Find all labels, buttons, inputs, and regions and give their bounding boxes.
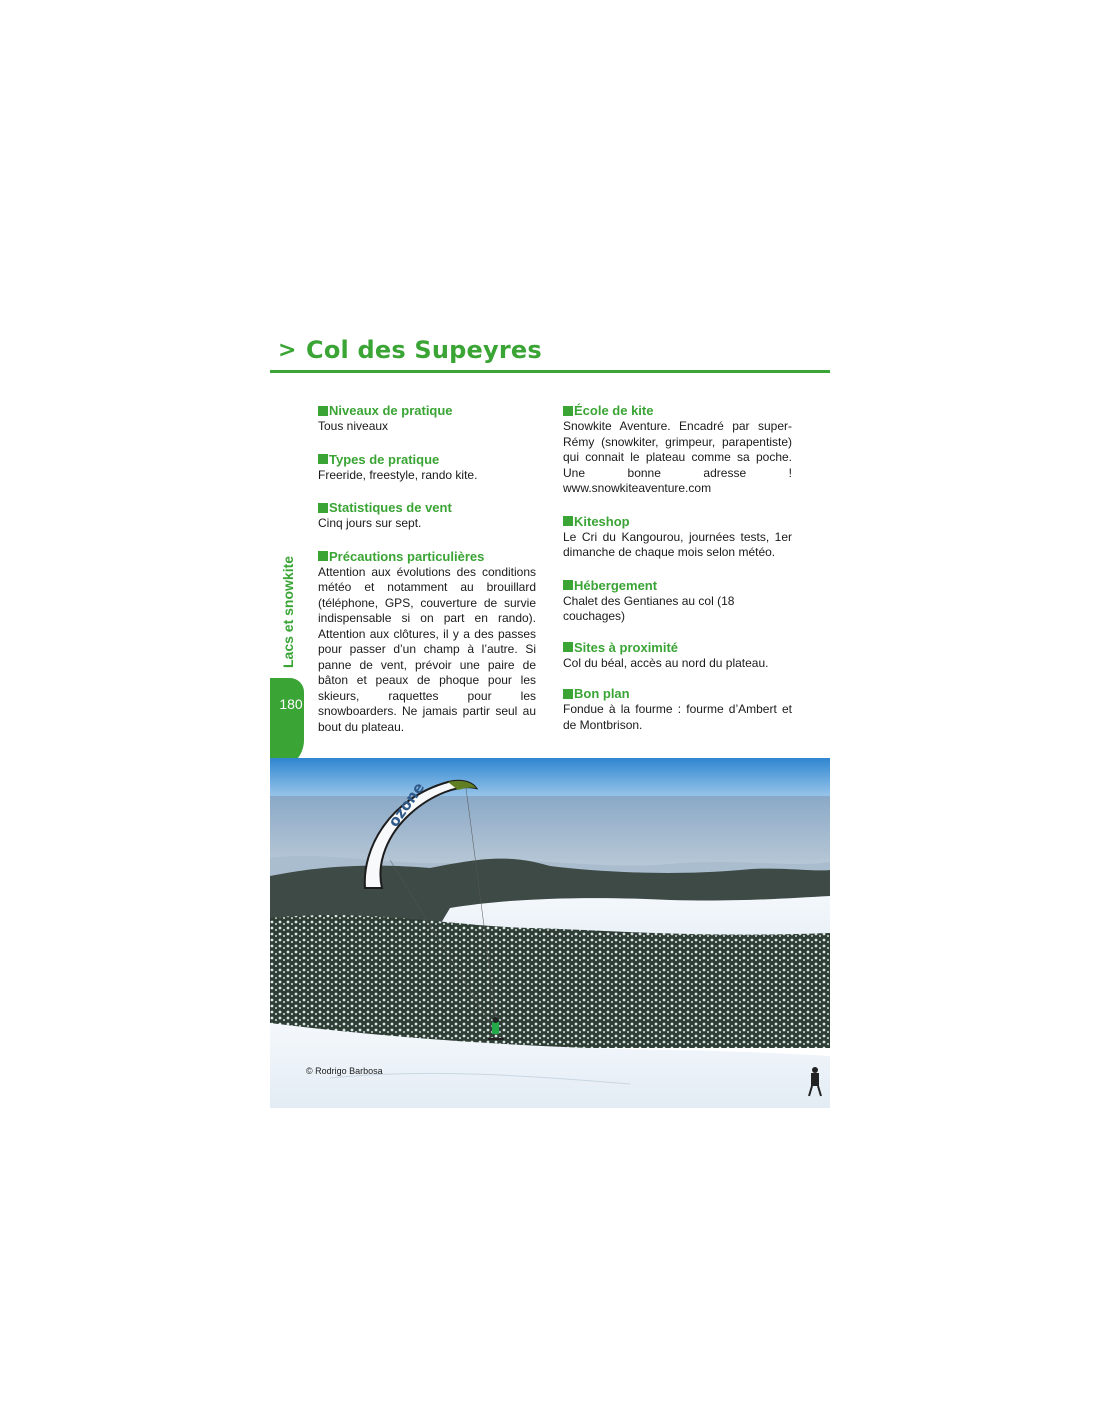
square-bullet-icon: [318, 503, 328, 513]
section-heading: École de kite: [574, 403, 654, 418]
right-column: [563, 402, 792, 749]
section-heading: Précautions particulières: [329, 548, 485, 564]
title-row: [272, 336, 832, 372]
section-body: Attention aux évolutions des conditions météo et notamment au brouillard (téléphone, GPS, couverture de survie indispensable si on part en rando). Attention aux clôtures, il y a des passes pour passer d’un champ à l’autre. Si panne de vent, prévoir une paire de bâton et peaux de phoque pour les skieurs, raquettes pour les snowboarders. Ne jamais partir seul au bout du plateau.: [318, 564, 536, 734]
landscape-image: [270, 758, 830, 1108]
section-heading: Types de pratique: [329, 451, 440, 467]
section-heading: Sites à proximité: [574, 639, 679, 655]
page-number: 180: [279, 696, 303, 712]
square-bullet-icon: [563, 516, 573, 526]
left-column: [318, 402, 536, 751]
section-heading: Bon plan: [574, 686, 630, 701]
photo-credit: © Rodrigo Barbosa: [306, 1066, 383, 1076]
section-niveaux: [318, 402, 536, 435]
section-body: Le Cri du Kangourou, journées tests, 1er dimanche de chaque mois selon météo.: [563, 529, 792, 559]
square-bullet-icon: [563, 580, 573, 590]
section-body: Freeride, freestyle, rando kite.: [318, 467, 478, 482]
section-heading: Niveaux de pratique: [329, 403, 453, 418]
section-heading: Statistiques de vent: [329, 500, 452, 515]
section-hebergement: [563, 577, 792, 625]
square-bullet-icon: [563, 642, 573, 652]
section-bon-plan: [563, 685, 792, 733]
square-bullet-icon: [318, 454, 328, 464]
title-divider: [270, 370, 830, 373]
square-bullet-icon: [563, 689, 573, 699]
snowkite-photo: [270, 758, 830, 1108]
section-body: Tous niveaux: [318, 419, 389, 433]
page-title: Col des Supeyres: [306, 336, 542, 364]
section-ecole: [563, 402, 792, 497]
section-precautions: [318, 548, 536, 736]
section-body: Fondue à la fourme : fourme d’Ambert et de Montbrison.: [563, 702, 792, 732]
section-kiteshop: [563, 513, 792, 561]
chevron-right-icon: >: [278, 338, 297, 363]
section-body: Cinq jours sur sept.: [318, 516, 422, 530]
square-bullet-icon: [318, 551, 328, 561]
page-number-tab: [270, 678, 304, 770]
section-body: Chalet des Gentianes au col (18 couchages): [563, 593, 735, 623]
section-body: Snowkite Aventure. Encadré par super-Rémy (snowkiter, grimpeur, parapentiste) qui connait le plateau comme sa poche. Une bonne adresse ! www.snowkiteaventure.com: [563, 419, 792, 495]
section-body: Col du béal, accès au nord du plateau.: [563, 655, 769, 670]
section-heading: Hébergement: [574, 577, 658, 593]
section-statistiques: [318, 499, 536, 532]
section-side-label: Lacs et snowkite: [280, 555, 296, 668]
kite-brand-text: ozone: [384, 778, 429, 831]
square-bullet-icon: [563, 406, 573, 416]
square-bullet-icon: [318, 406, 328, 416]
section-heading: Kiteshop: [574, 513, 630, 529]
section-types: [318, 451, 536, 484]
section-sites: [563, 639, 792, 672]
